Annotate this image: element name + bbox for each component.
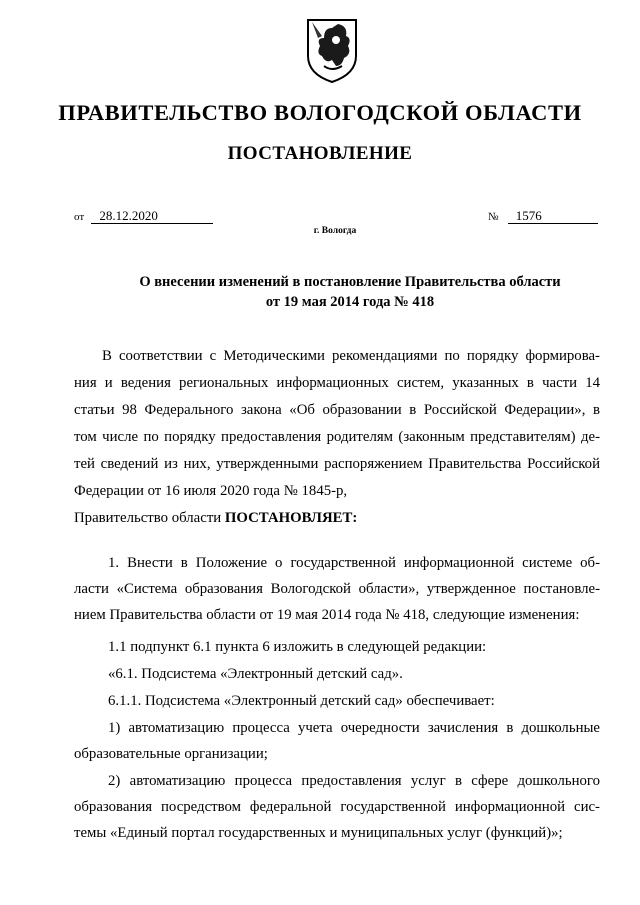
text-line: 2) автоматизацию процесса предоставления услуг в сфере дошкольного xyxy=(108,773,600,789)
document-number: 1576 xyxy=(508,209,598,224)
text-line: статьи 98 Федерального закона «Об образовании в Российской Федерации», в xyxy=(74,402,600,418)
subject-line: от 19 мая 2014 года № 418 xyxy=(265,294,435,310)
resolution-line xyxy=(74,509,357,527)
text-line: ния и ведения региональных информационных систем, указанных в части 14 xyxy=(74,375,600,391)
text-line: 6.1.1. Подсистема «Электронный детский сад» обеспечивает: xyxy=(108,693,495,709)
date-label: от xyxy=(74,211,85,223)
text-line: образования посредством федеральной государственной информационной сис- xyxy=(74,799,600,815)
text-line: Федерации от 16 июля 2020 года № 1845-р, xyxy=(74,483,348,499)
number-line xyxy=(488,208,598,224)
coat-of-arms-icon xyxy=(302,16,362,84)
document-type: ПОСТАНОВЛЕНИЕ xyxy=(227,143,413,164)
text-line: «6.1. Подсистема «Электронный детский сад». xyxy=(108,666,403,682)
text-line: образовательные организации; xyxy=(74,746,268,762)
subject-line: О внесении изменений в постановление Правительства области xyxy=(139,274,561,290)
text-line: ласти «Система образования Вологодской области», утвержденное постановле- xyxy=(74,581,600,597)
government-title: ПРАВИТЕЛЬСТВО ВОЛОГОДСКОЙ ОБЛАСТИ xyxy=(58,100,582,125)
text-line: тей сведений из них, утвержденными распоряжением Правительства Российской xyxy=(74,456,600,472)
text-line: нием Правительства области от 19 мая 2014 года № 418, следующие изменения: xyxy=(74,607,580,623)
text-line: 1) автоматизацию процесса учета очередности зачисления в дошкольные xyxy=(108,720,600,736)
resolution-prefix: Правительство области xyxy=(74,510,225,526)
text-line: 1. Внести в Положение о государственной информационной системе об- xyxy=(108,555,600,571)
text-line: темы «Единый портал государственных и муниципальных услуг (функций)»; xyxy=(74,825,563,841)
text-line: том числе по порядку предоставления родителям (законным представителям) де- xyxy=(74,429,600,445)
text-line: 1.1 подпункт 6.1 пункта 6 изложить в следующей редакции: xyxy=(108,639,487,655)
resolution-keyword: ПОСТАНОВЛЯЕТ: xyxy=(224,510,358,526)
date-line xyxy=(74,208,213,224)
document-subject xyxy=(0,272,640,312)
document-date: 28.12.2020 xyxy=(91,209,213,224)
number-label: № xyxy=(488,211,499,223)
text-line: В соответствии с Методическими рекомендациями по порядку формирова- xyxy=(102,348,600,364)
city: г. Вологда xyxy=(313,226,357,236)
